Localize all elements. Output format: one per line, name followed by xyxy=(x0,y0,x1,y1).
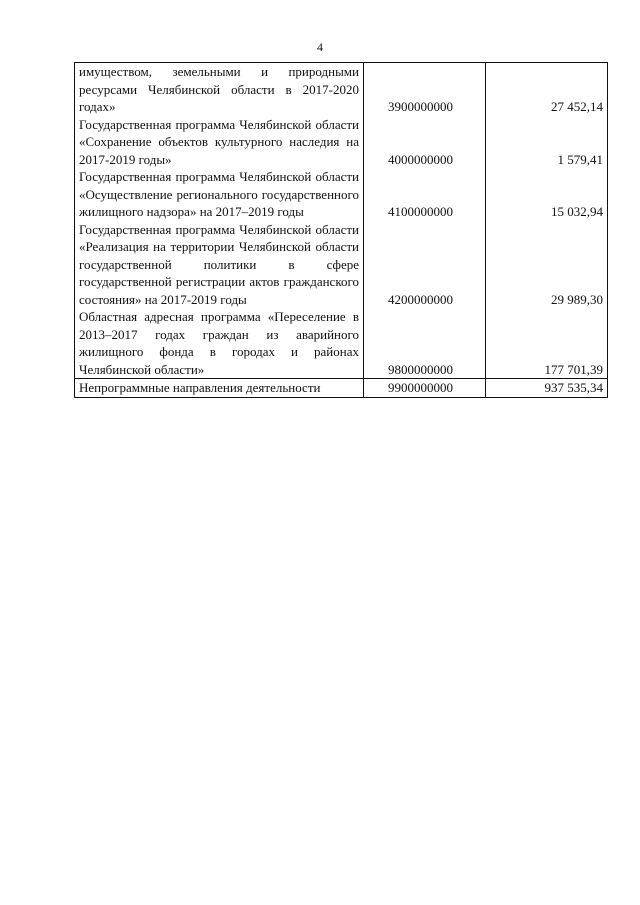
program-name-cell: имуществом, земельными и природными ресурсами Челябинской области в 2017-2020 годах» xyxy=(75,63,364,116)
target-code-cell: 9900000000 xyxy=(364,379,486,398)
table-row xyxy=(75,221,608,309)
amount-cell: 1 579,41 xyxy=(486,116,608,169)
table-row xyxy=(75,63,608,116)
program-name-cell: Непрограммные направления деятельности xyxy=(75,379,364,398)
budget-table xyxy=(74,62,608,398)
amount-cell: 29 989,30 xyxy=(486,221,608,309)
program-name-cell: Государственная программа Челябинской области «Сохранение объектов культурного наследия на 2017-2019 годы» xyxy=(75,116,364,169)
program-name-cell: Государственная программа Челябинской области «Осуществление регионального государственного жилищного надзора» на 2017–2019 годы xyxy=(75,168,364,221)
amount-cell: 177 701,39 xyxy=(486,308,608,379)
target-code-cell: 9800000000 xyxy=(364,308,486,379)
table-row xyxy=(75,379,608,398)
amount-cell: 27 452,14 xyxy=(486,63,608,116)
target-code-cell: 4000000000 xyxy=(364,116,486,169)
program-name-cell: Областная адресная программа «Переселение в 2013–2017 годах граждан из аварийного жилищного фонда в городах и районах Челябинской области» xyxy=(75,308,364,379)
table-row xyxy=(75,116,608,169)
target-code-cell: 4100000000 xyxy=(364,168,486,221)
program-name-cell: Государственная программа Челябинской области «Реализация на территории Челябинской области государственной политики в сфере государственной регистрации актов гражданского состояния» на 2017-2019 годы xyxy=(75,221,364,309)
table-row xyxy=(75,308,608,379)
table-row xyxy=(75,168,608,221)
amount-cell: 937 535,34 xyxy=(486,379,608,398)
page-number: 4 xyxy=(317,40,323,54)
target-code-cell: 4200000000 xyxy=(364,221,486,309)
amount-cell: 15 032,94 xyxy=(486,168,608,221)
target-code-cell: 3900000000 xyxy=(364,63,486,116)
